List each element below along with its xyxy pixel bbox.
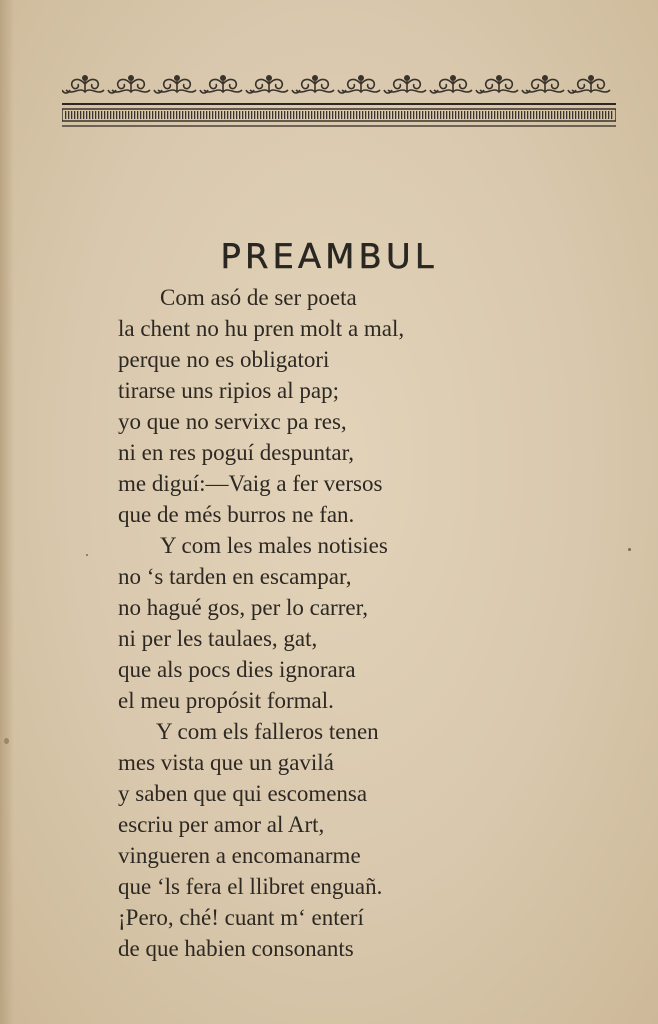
poem-line: ni per les taulaes, gat, xyxy=(118,626,318,651)
poem-line: me diguí:—Vaig a fer versos xyxy=(118,471,383,496)
page-title: PREAMBUL xyxy=(220,236,438,277)
poem-line: Com asó de ser poeta xyxy=(160,285,357,310)
poem-line: el meu propósit formal. xyxy=(118,688,334,713)
poem-line: que de més burros ne fan. xyxy=(118,502,355,527)
poem-line: la chent no hu pren molt a mal, xyxy=(118,316,405,341)
poem-line: Y com els falleros tenen xyxy=(156,719,379,744)
poem-line: y saben que qui escomensa xyxy=(118,781,368,806)
floral-ornament-icon xyxy=(62,68,616,132)
poem-line: no hagué gos, per lo carrer, xyxy=(118,595,369,620)
poem-line: de que habien consonants xyxy=(118,936,354,961)
poem-line: no ‘s tarden en escampar, xyxy=(118,564,352,589)
poem-line: mes vista que un gavilá xyxy=(118,750,334,775)
poem-line: perque no es obligatori xyxy=(118,347,330,372)
poem-line: Y com les males notisies xyxy=(160,533,388,558)
paper-speck xyxy=(628,548,631,551)
poem-line: yo que no servixc pa res, xyxy=(118,409,347,434)
poem-line: escriu per amor al Art, xyxy=(118,812,325,837)
poem-line: ni en res poguí despuntar, xyxy=(118,440,355,465)
paper-speck xyxy=(86,554,88,556)
paper-speck xyxy=(4,738,9,744)
poem-line: que als pocs dies ignorara xyxy=(118,657,356,682)
poem-line: vingueren a encomanarme xyxy=(118,843,361,868)
page-binding-edge xyxy=(0,0,14,1024)
poem-line: tirarse uns ripios al pap; xyxy=(118,378,340,403)
poem-line: que ‘ls fera el llibret enguañ. xyxy=(118,874,383,899)
poem-line: ¡Pero, ché! cuant m‘ enterí xyxy=(118,905,364,930)
poem-text xyxy=(118,282,538,964)
